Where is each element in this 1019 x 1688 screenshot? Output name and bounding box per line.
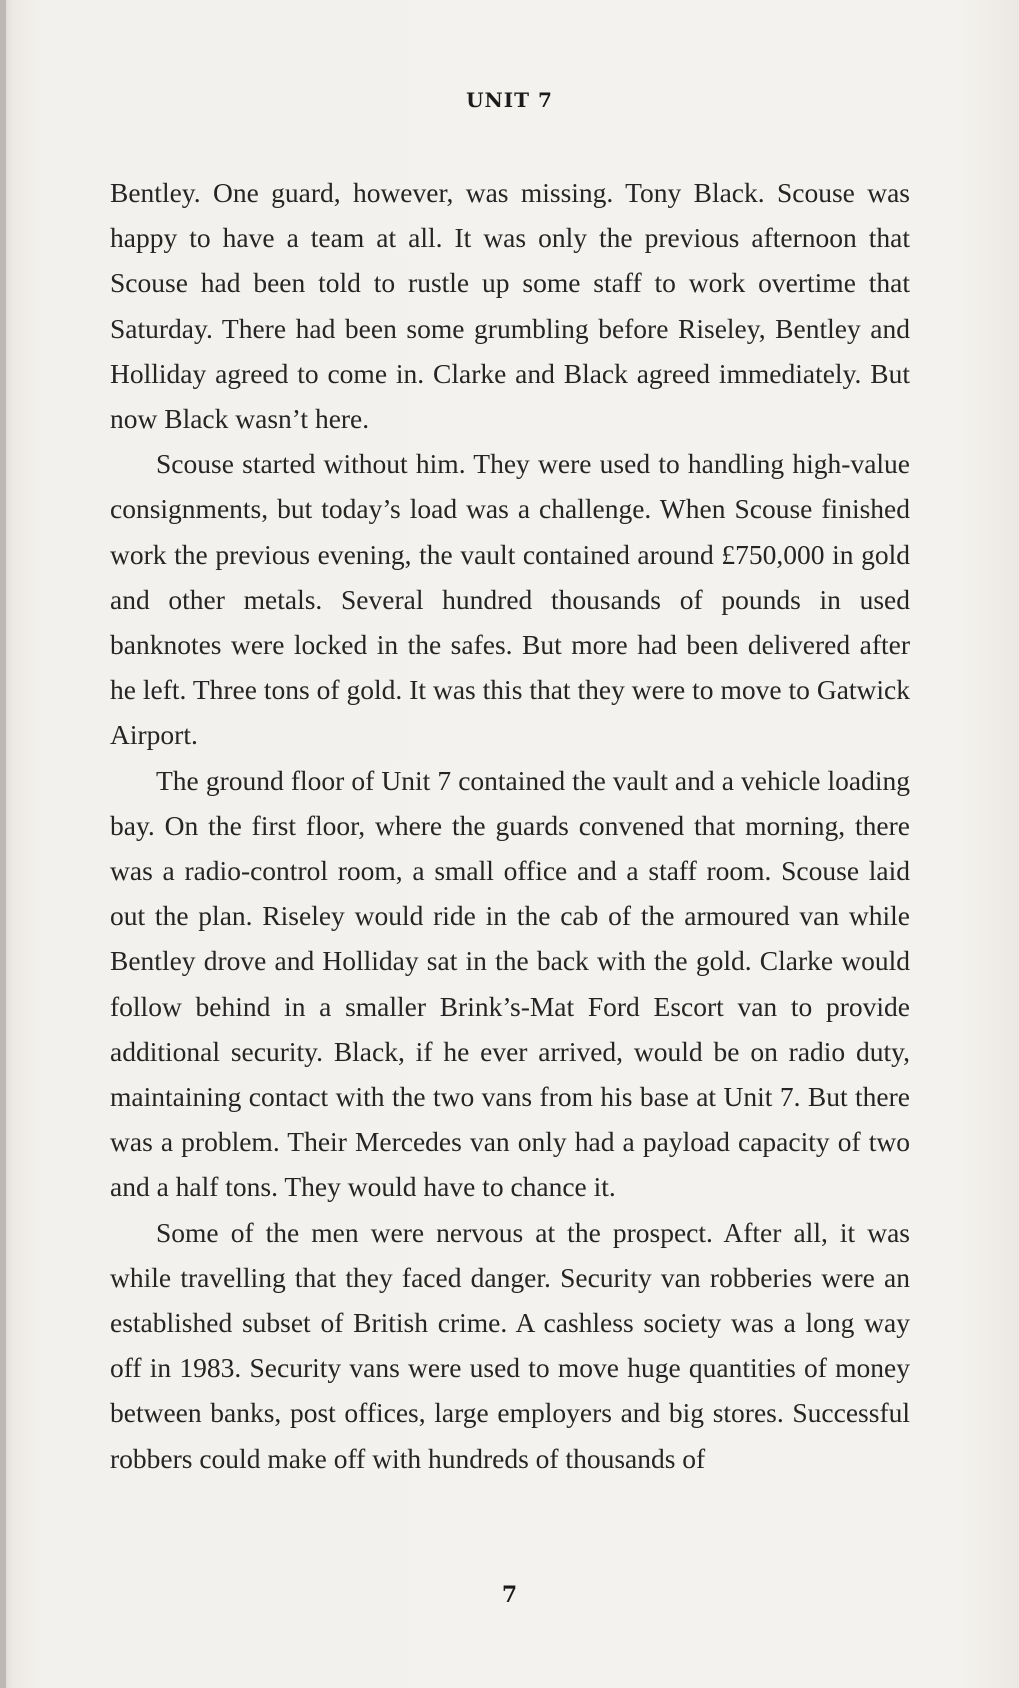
running-header: UNIT 7 (466, 88, 553, 112)
page-binding-edge (0, 0, 6, 1688)
paragraph-4: Some of the men were nervous at the prospect. After all, it was while travelling that they faced danger. Security van robberies were an established subset of British crime. A cashless society was a long way off in 1983. Security vans were used to move huge quantities of money between banks, post offices, large employers and big stores. Successful robbers could make off with hundreds of thousands of (110, 1216, 910, 1474)
paragraph-3: The ground floor of Unit 7 contained the vault and a vehicle loading bay. On the first floor, where the guards convened that morning, there was a radio-control room, a small office and a staff room. Scouse laid out the plan. Riseley would ride in the cab of the armoured van while Bentley drove and Holliday sat in the back with the gold. Clarke would follow behind in a smaller Brink’s-Mat Ford Escort van to provide additional security. Black, if he ever arrived, would be on radio duty, maintaining contact with the two vans from his base at Unit 7. But there was a problem. Their Mercedes van only had a payload capacity of two and a half tons. They would have to chance it. (110, 764, 910, 1203)
page-number: 7 (501, 1582, 518, 1608)
paragraph-1: Bentley. One guard, however, was missing. Tony Black. Scouse was happy to have a team at all. It was only the previous afternoon that Scouse had been told to rustle up some staff to work overtime that Saturday. There had been some grumbling before Riseley, Bentley and Holliday agreed to come in. Clarke and Black agreed immediately. But now Black wasn’t here. (110, 177, 910, 435)
paragraph-2: Scouse started without him. They were used to handling high-value consignments, but today’s load was a challenge. When Scouse finished work the previous evening, the vault contained around £750,000 in gold and other metals. Several hundred thousands of pounds in used banknotes were locked in the safes. But more had been delivered after he left. Three tons of gold. It was this that they were to move to Gatwick Airport. (110, 448, 910, 751)
body-text (110, 170, 910, 1481)
